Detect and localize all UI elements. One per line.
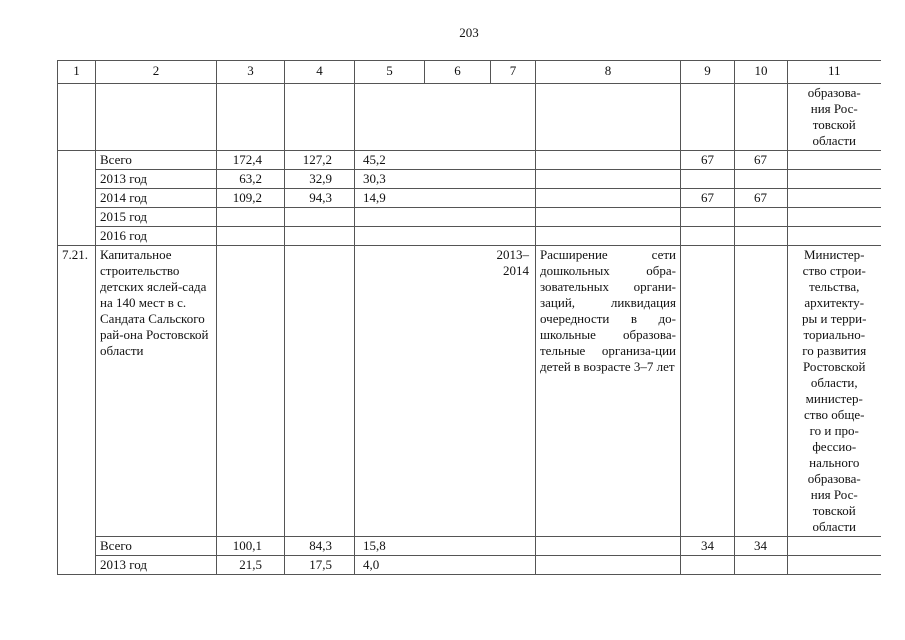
cell-value: 84,3	[285, 537, 355, 556]
cell-value: 32,9	[285, 170, 355, 189]
col-num-7: 7	[491, 61, 536, 84]
cell-value	[735, 170, 788, 189]
responsible-continuation: образова- ния Рос- товской области	[788, 84, 881, 151]
item-responsible: Министер- ство строи- тельства, архитекту- ры и терри- ториально- го развития Ростовской области, министер- ство обще- го и про- фессио- нального образова- ния Рос- товской области	[788, 246, 881, 537]
col-num-2: 2	[96, 61, 217, 84]
column-number-row	[58, 61, 881, 84]
cell-value: 34	[735, 537, 788, 556]
table-row	[58, 189, 881, 208]
row-label: 2015 год	[96, 208, 217, 227]
cell-value: 100,1	[217, 537, 285, 556]
col-num-4: 4	[285, 61, 355, 84]
row-label: Всего	[96, 537, 217, 556]
row-label: 2016 год	[96, 227, 217, 246]
row-label: 2013 год	[96, 170, 217, 189]
cell-value: 67	[681, 189, 735, 208]
cell-value: 17,5	[285, 556, 355, 575]
cell-value: 14,9	[355, 189, 425, 208]
table-row	[58, 556, 881, 575]
cell-value: 15,8	[355, 537, 425, 556]
cell-value: 94,3	[285, 189, 355, 208]
cell-value: 127,2	[285, 151, 355, 170]
col-num-9: 9	[681, 61, 735, 84]
cell-value	[681, 170, 735, 189]
cell-value: 67	[735, 151, 788, 170]
cell-value: 34	[681, 537, 735, 556]
col-num-10: 10	[735, 61, 788, 84]
row-label: 2014 год	[96, 189, 217, 208]
cell-value: 30,3	[355, 170, 425, 189]
row-label: 2013 год	[96, 556, 217, 575]
table-row	[58, 227, 881, 246]
cell-value: 67	[681, 151, 735, 170]
page-number: 203	[459, 25, 479, 40]
item-row	[58, 246, 881, 537]
col-num-8: 8	[536, 61, 681, 84]
item-name: Капитальное строительство детских яслей-сада на 140 мест в с. Сандата Сальского рай-она Ростовской области	[96, 246, 217, 537]
table-row	[58, 537, 881, 556]
cell-value: 172,4	[217, 151, 285, 170]
col-num-11: 11	[788, 61, 881, 84]
budget-table	[57, 60, 881, 575]
table-row	[58, 208, 881, 227]
table-row	[58, 170, 881, 189]
col-num-1: 1	[58, 61, 96, 84]
col-num-5: 5	[355, 61, 425, 84]
row-label: Всего	[96, 151, 217, 170]
item-period: 2013– 2014	[491, 246, 536, 537]
item-result: Расширение сети дошкольных обра-зовательных органи-заций, ликвидация очередности в до-школьные образова-тельные организа-ции детей в возрасте 3–7 лет	[536, 246, 681, 537]
item-number: 7.21.	[58, 246, 96, 575]
cell-value: 63,2	[217, 170, 285, 189]
cell-value: 109,2	[217, 189, 285, 208]
cell-value: 45,2	[355, 151, 425, 170]
cell-value: 67	[735, 189, 788, 208]
continuation-row	[58, 84, 881, 151]
col-num-3: 3	[217, 61, 285, 84]
table-row	[58, 151, 881, 170]
col-num-6: 6	[425, 61, 491, 84]
cell-value: 4,0	[355, 556, 425, 575]
cell-value: 21,5	[217, 556, 285, 575]
